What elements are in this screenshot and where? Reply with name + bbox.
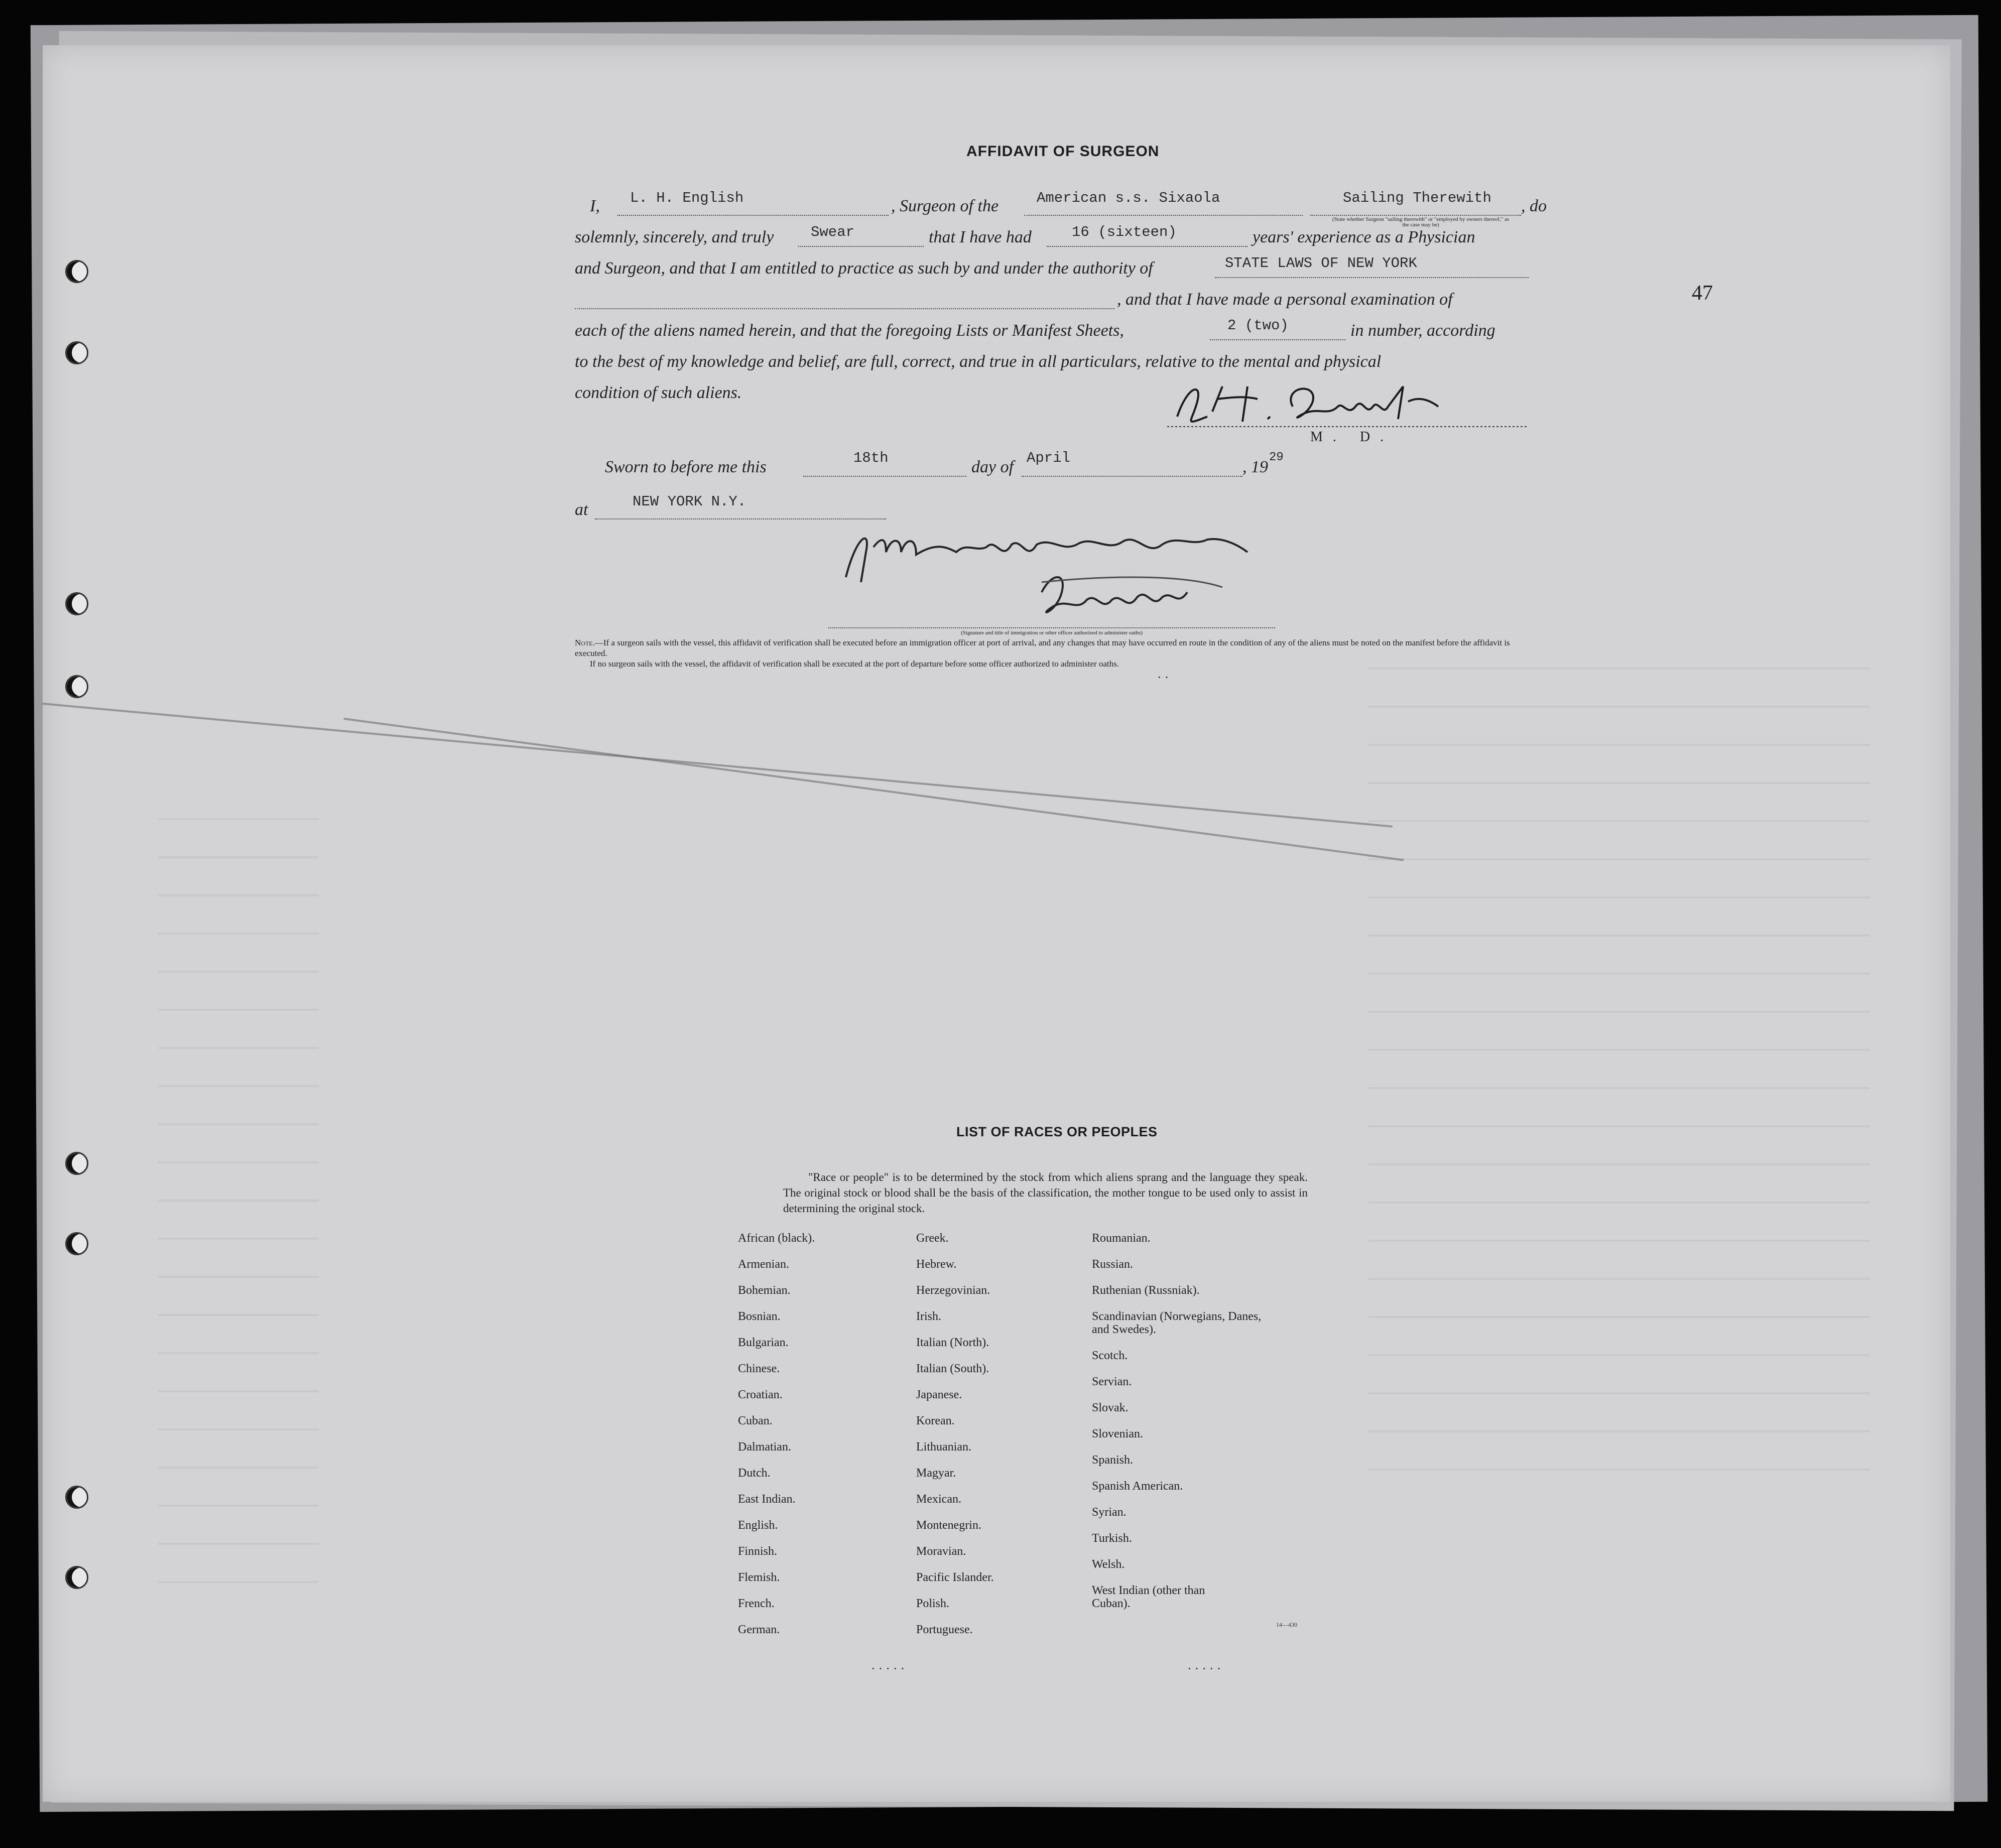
race-item: Armenian. [738, 1258, 789, 1271]
race-item: Dutch. [738, 1467, 771, 1480]
race-item: Ruthenian (Russniak). [1092, 1284, 1200, 1297]
binder-hole [65, 675, 88, 698]
binder-hole [65, 1232, 88, 1255]
each-label: each of the aliens named herein, and that the foregoing Lists or Manifest Sheets, [575, 321, 1124, 340]
race-item: Finnish. [738, 1545, 778, 1558]
races-column-2 [916, 1232, 994, 1649]
race-item: Herzegovinian. [916, 1284, 990, 1297]
race-item: Polish. [916, 1597, 950, 1610]
races-intro [783, 1169, 1308, 1216]
race-item: East Indian. [738, 1493, 796, 1506]
affidavit-note [575, 637, 1529, 669]
races-column-1 [738, 1232, 815, 1649]
page-number: 47 [1692, 282, 1713, 305]
sworn-month-blank [1022, 476, 1242, 477]
race-item: Pacific Islander. [916, 1571, 994, 1584]
race-item: Croatian. [738, 1388, 783, 1401]
authority-value: STATE LAWS OF NEW YORK [1225, 255, 1417, 272]
note-line-1: —If a surgeon sails with the vessel, this affidavit of verification shall be executed before an immigration officer at port of arrival, and any changes that may have occurred en route in the condition of any of the aliens must be noted on the manifest before the affidavit is executed. [575, 638, 1510, 658]
condition-label: condition of such aliens. [575, 383, 742, 402]
race-item: French. [738, 1597, 775, 1610]
race-item: Irish. [916, 1310, 941, 1323]
race-item: Moravian. [916, 1545, 966, 1558]
race-item: Portuguese. [916, 1623, 973, 1636]
race-item: German. [738, 1623, 780, 1636]
race-item: Spanish American. [1092, 1480, 1183, 1493]
manifest-page [43, 45, 1950, 1802]
race-item: Syrian. [1092, 1506, 1127, 1519]
authority-blank [1215, 277, 1529, 278]
binder-hole [65, 1566, 88, 1589]
affidavit-line-2 [575, 224, 1529, 252]
year-suffix: 29 [1269, 451, 1284, 464]
surgeon-signature [1167, 376, 1529, 432]
binder-hole [65, 260, 88, 283]
solemnly-label: solemnly, sincerely, and truly [575, 228, 774, 246]
binder-hole [65, 592, 88, 615]
years-blank [1047, 246, 1247, 247]
dotted-mark: ····· [871, 1661, 908, 1676]
race-item: Flemish. [738, 1571, 780, 1584]
race-item: Magyar. [916, 1467, 956, 1480]
race-item: Hebrew. [916, 1258, 957, 1271]
sheets-value: 2 (two) [1227, 317, 1289, 334]
races-title: LIST OF RACES OR PEOPLES [956, 1124, 1158, 1139]
races-column-3 [1092, 1232, 1263, 1623]
surgeon-name-blank [617, 215, 889, 216]
race-item: Chinese. [738, 1362, 780, 1375]
md-suffix: M. D. [1310, 429, 1394, 445]
dotted-mark: ····· [1187, 1661, 1224, 1676]
race-item: Roumanian. [1092, 1232, 1151, 1245]
affidavit-title: AFFIDAVIT OF SURGEON [966, 143, 1160, 160]
location-value: NEW YORK N.Y. [633, 493, 746, 510]
authority-blank-continued [575, 308, 1114, 309]
officer-caption: (Signature and title of immigration or other officer authorized to administer oaths) [961, 630, 1143, 636]
years-exp-label: years' experience as a Physician [1253, 228, 1475, 246]
do-label: , do [1521, 197, 1547, 215]
vessel-blank [1024, 215, 1303, 216]
years-value: 16 (sixteen) [1072, 224, 1177, 240]
day-of-label: day of [971, 458, 1014, 476]
officer-signature-line [828, 627, 1275, 628]
race-item: Welsh. [1092, 1558, 1125, 1571]
race-item: Russian. [1092, 1258, 1134, 1271]
vessel-name: American s.s. Sixaola [1037, 190, 1220, 206]
race-item: West Indian (other than Cuban). [1092, 1584, 1205, 1610]
sworn-day: 18th [853, 450, 889, 466]
officer-signature [826, 517, 1268, 632]
affidavit-line-3 [575, 255, 1529, 283]
exam-label: , and that I have made a personal examination of [1117, 290, 1453, 309]
race-item: Greek. [916, 1232, 949, 1245]
race-item: Japanese. [916, 1388, 962, 1401]
binder-hole [65, 1486, 88, 1509]
affidavit-line-1 [575, 190, 1547, 228]
that-had-label: that I have had [929, 228, 1032, 246]
at-label: at [575, 500, 588, 519]
surgeon-name: L. H. English [630, 190, 744, 206]
bleed-through-texture [1368, 637, 1870, 1491]
races-intro-text: "Race or people" is to be determined by the stock from which aliens sprang and the language they speak. The original stock or blood shall be the basis of the classification, the mother tongue to be used only to assist in determining the original stock. [783, 1171, 1308, 1215]
and-surgeon-label: and Surgeon, and that I am entitled to practice as such by and under the authority of [575, 259, 1153, 278]
oath-word: Swear [811, 224, 855, 240]
binder-hole [65, 1152, 88, 1175]
surgeon-status: Sailing Therewith [1343, 190, 1491, 206]
sworn-day-blank [803, 476, 966, 477]
binder-hole [65, 341, 88, 364]
year-prefix: , 19 [1242, 458, 1268, 476]
status-note: (State whether Surgeon "sailing therewith" or "employed by owners thereof," as the case may be) [1332, 216, 1510, 228]
status-blank [1310, 215, 1521, 216]
in-number-label: in number, according [1350, 321, 1495, 340]
i-label: I, [590, 197, 600, 215]
scan-streak [343, 718, 1404, 861]
race-item: Mexican. [916, 1493, 961, 1506]
sworn-line [575, 450, 1529, 482]
sworn-label: Sworn to before me this [605, 458, 767, 476]
race-item: Italian (South). [916, 1362, 989, 1375]
race-item: Montenegrin. [916, 1519, 981, 1532]
surgeon-of-label: , Surgeon of the [891, 197, 999, 215]
affidavit-line-5 [575, 317, 1529, 345]
race-item: Korean. [916, 1414, 955, 1427]
race-item: English. [738, 1519, 778, 1532]
knowledge-label: to the best of my knowledge and belief, are full, correct, and true in all particulars, relative to the mental and physical [575, 352, 1382, 371]
affidavit-line-6 [575, 351, 1529, 376]
race-item: Bulgarian. [738, 1336, 789, 1349]
race-item: Spanish. [1092, 1454, 1134, 1467]
dotted-mark: ·· [1157, 670, 1172, 685]
note-lead: Note. [575, 638, 595, 647]
form-number: 14—430 [1276, 1621, 1297, 1628]
sheets-blank [1210, 339, 1345, 340]
race-item: Italian (North). [916, 1336, 989, 1349]
bleed-through-texture [158, 788, 319, 1591]
affidavit-line-4 [575, 289, 1529, 314]
race-item: Bohemian. [738, 1284, 791, 1297]
race-item: Lithuanian. [916, 1440, 971, 1454]
race-item: Scandinavian (Norwegians, Danes, and Swedes). [1092, 1310, 1262, 1336]
race-item: Cuban. [738, 1414, 773, 1427]
race-item: African (black). [738, 1232, 815, 1245]
race-item: Scotch. [1092, 1349, 1128, 1362]
race-item: Turkish. [1092, 1532, 1132, 1545]
race-item: Slovenian. [1092, 1427, 1143, 1440]
race-item: Slovak. [1092, 1401, 1129, 1414]
race-item: Bosnian. [738, 1310, 781, 1323]
sworn-month: April [1027, 450, 1071, 466]
race-item: Servian. [1092, 1375, 1132, 1388]
note-line-2: If no surgeon sails with the vessel, the affidavit of verification shall be executed at the port of departure before some officer authorized to administer oaths. [590, 659, 1119, 669]
oath-blank [798, 246, 924, 247]
race-item: Dalmatian. [738, 1440, 791, 1454]
